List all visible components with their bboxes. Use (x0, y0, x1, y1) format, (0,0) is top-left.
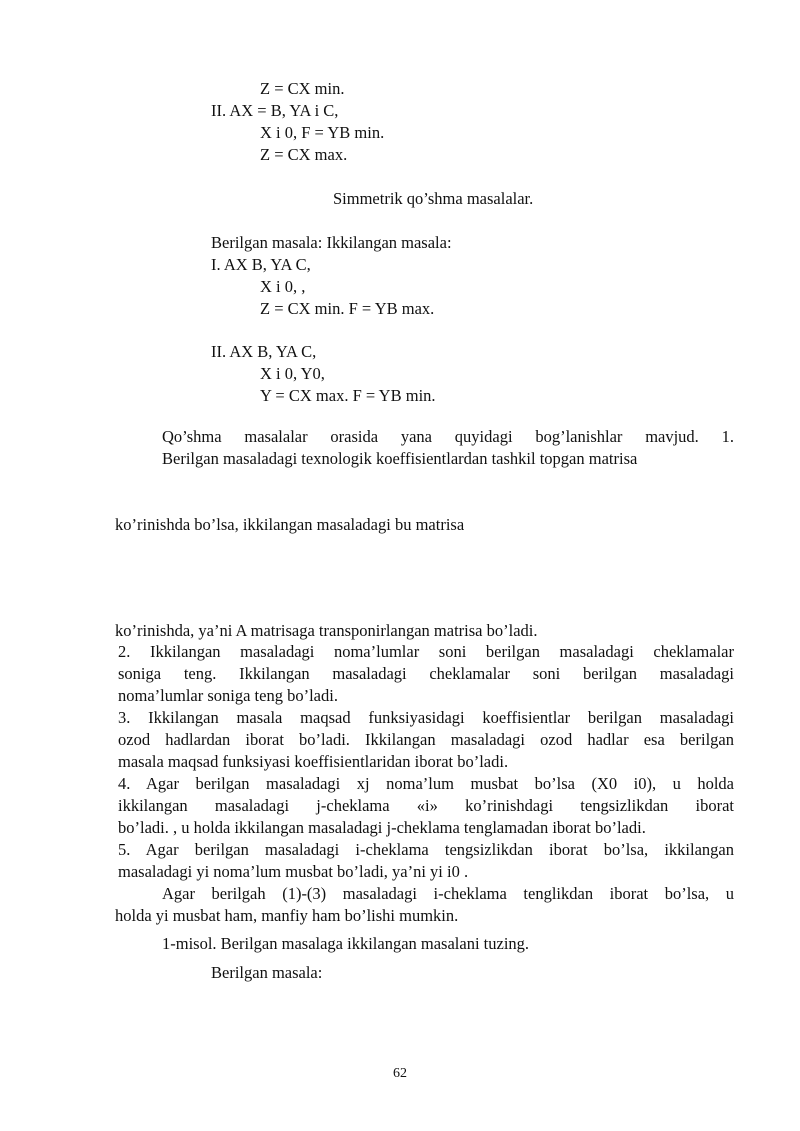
list-item-line: ikkilangan masaladagi j-cheklama «i» ko’rinishdagi tengsizlikdan iborat (118, 796, 734, 815)
equation-line: II. AX = B, YA i C, (211, 101, 339, 120)
example-heading: 1-misol. Berilgan masalaga ikkilangan masalani tuzing. (162, 934, 530, 953)
page-number: 62 (393, 1066, 407, 1081)
paragraph-line: Agar berilgah (1)-(3) masaladagi i-cheklama tenglikdan iborat bo’lsa, u (162, 884, 734, 903)
list-item-line: 5. Agar berilgan masaladagi i-cheklama tengsizlikdan iborat bo’lsa, ikkilangan (118, 840, 734, 859)
equation-line: X i 0, F = YB min. (260, 123, 385, 142)
list-item-line: 3. Ikkilangan masala maqsad funksiyasidagi koeffisientlar berilgan masaladagi (118, 708, 734, 727)
list-item-line: 2. Ikkilangan masaladagi noma’lumlar soni berilgan masaladagi cheklamalar (118, 642, 734, 661)
equation-line: I. AX B, YA C, (211, 255, 311, 274)
paragraph-line: ko’rinishda bo’lsa, ikkilangan masaladagi bu matrisa (115, 515, 465, 534)
list-item-line: bo’ladi. , u holda ikkilangan masaladagi j-cheklama tenglamadan iborat bo’ladi. (118, 818, 646, 837)
list-item-line: noma’lumlar soniga teng bo’ladi. (118, 686, 338, 705)
equation-line: X i 0, Y0, (260, 364, 325, 383)
list-item-line: soniga teng. Ikkilangan masaladagi cheklamalar soni berilgan masaladagi (118, 664, 734, 683)
paragraph-line: Berilgan masaladagi texnologik koeffisientlardan tashkil topgan matrisa (162, 449, 638, 468)
list-item-line: ozod hadlardan iborat bo’ladi. Ikkilangan masaladagi ozod hadlar esa berilgan (118, 730, 734, 749)
list-item-line: 4. Agar berilgan masaladagi xj noma’lum musbat bo’lsa (X0 i0), u holda (118, 774, 734, 793)
equation-line: II. AX B, YA C, (211, 342, 317, 361)
list-item-line: masaladagi yi noma’lum musbat bo’ladi, ya’ni yi i0 . (118, 862, 469, 881)
paragraph-line: holda yi musbat ham, manfiy ham bo’lishi mumkin. (115, 906, 459, 925)
column-headers: Berilgan masala: Ikkilangan masala: (211, 233, 452, 252)
equation-line: Z = CX max. (260, 145, 348, 164)
paragraph-line: ko’rinishda, ya’ni A matrisaga transponirlangan matrisa bo’ladi. (115, 621, 538, 640)
section-heading: Simmetrik qo’shma masalalar. (333, 189, 534, 208)
paragraph-line: Qo’shma masalalar orasida yana quyidagi bog’lanishlar mavjud. 1. (162, 427, 734, 446)
equation-line: Y = CX max. F = YB min. (260, 386, 436, 405)
equation-line: Z = CX min. F = YB max. (260, 299, 435, 318)
list-item-line: masala maqsad funksiyasi koeffisientlaridan iborat bo’ladi. (118, 752, 509, 771)
equation-line: Z = CX min. (260, 79, 345, 98)
equation-line: X i 0, , (260, 277, 306, 296)
given-label: Berilgan masala: (211, 963, 323, 982)
